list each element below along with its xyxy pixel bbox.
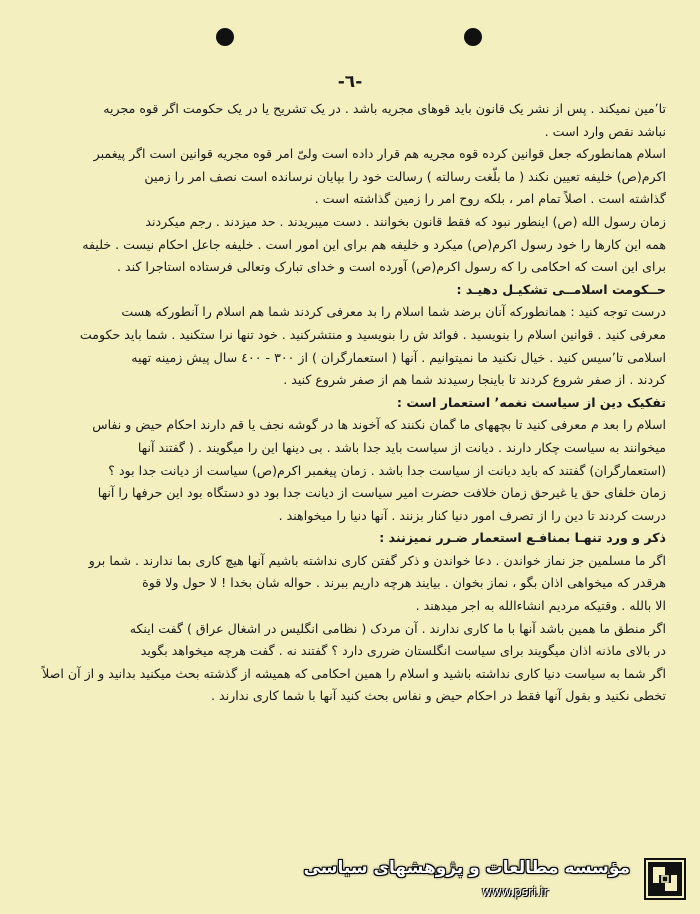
- text-line: گذاشته است . اصلاً تمام امر ، بلکه روح امر را زمین گذاشته است .: [314, 191, 666, 207]
- punch-hole-left: [216, 28, 234, 46]
- text-line: اگر شما به سیاست دنیا کاری نداشته باشید و اسلام را همین احکامی که همیشه از گذشته بحث میکنید بدانید و از آن اصلاً: [42, 665, 666, 681]
- text-line: (استعمارگران) گفتند که باید دیانت از سیاست جدا باشد . زمان پیغمبر اکرم(ص) سیاست از دیانت جدا بود ؟: [108, 462, 666, 478]
- text-line: زمان خلفای حق یا غیرحق زمان خلافت حضرت امیر سیاست از دیانت جدا بود دو دستگاه بود این حرفها را آنها: [97, 485, 666, 501]
- text-line: اسلامی تا٬سیس کنید . خیال نکنید ما نمیتوانیم . آنها ( استعمارگران ) از ۳۰۰ - ٤۰۰ سال پیش زمینه تهیه: [131, 349, 666, 365]
- text-line: میخوانند به سیاست چکار دارند . دیانت از سیاست باید جدا باشد . بی دینها این را میگویند . ( گفتند آنها: [137, 439, 666, 455]
- punch-hole-right: [464, 28, 482, 46]
- text-line: درست توجه کنید : همانطورکه آنان برضد شما اسلام را بد معرفی کردند شما هم اسلام را آنطورکه هست: [121, 304, 666, 320]
- institute-logo-icon: [644, 858, 686, 900]
- section-heading: ذکر و ورد تنهـا بمنافـع استعمار ضـرر نمیزنند :: [379, 530, 666, 546]
- text-line: اکرم(ص) خلیفه تعیین نکند ( ما بلّغت رسالته ) رسالت خود را بپایان نرسانده است نصف امر را زمین: [144, 168, 666, 184]
- text-line: اگر ما مسلمین جز نماز خواندن . دعا خواندن و ذکر گفتن کاری نداشته باشیم آنها هیچ کاری بما ندارند . شما برو: [88, 552, 666, 568]
- text-line: کردند . از صفر شروع کردند تا باینجا رسیدند شما هم از صفر شروع کنید .: [283, 372, 666, 388]
- document-body: [38, 98, 666, 708]
- section-heading: تفکیک دین از سیاست نغمه٬ استعمار است :: [396, 394, 666, 410]
- text-line: تا٬مین نمیکند . پس از نشر یک قانون باید قوهای مجریه باشد . در یک تشریح یا در یک حکومت اگر قوه مجریه: [103, 101, 666, 116]
- text-line: معرفی کنید . قوانین اسلام را بنویسید . فوائد ش را بنویسید و منتشرکنید . خود تنها نرا ستکنید . شما باید حکومت: [79, 326, 666, 342]
- text-line: هرقدر که میخواهی اذان بگو ، نماز بخوان . بیایند هرچه داریم ببرند . حواله شان بخدا ! لا حول ولا قوة: [142, 575, 666, 591]
- text-line: نباشد نقص وارد است .: [544, 123, 666, 139]
- page-number: -٦-: [337, 72, 363, 92]
- text-line: درست کردند تا دین را از تصرف امور دنیا کنار بزنند . آنها دنیا را میخواهند .: [278, 507, 666, 523]
- text-line: برای این است که احکامی را که رسول اکرم(ص) آورده است و خدای تبارک وتعالی فرستاده استاجرا کند .: [117, 259, 666, 275]
- text-line: در بالای ماذنه اذان میگویند برای سیاست انگلستان ضرری دارد ؟ گفتند نه . گفت هرچه میخواهد بگوید: [140, 643, 666, 659]
- text-line: همه این کارها را خود رسول اکرم(ص) میکرد و خلیفه هم برای این امور است . خلیفه جاعل احکام نیست . خلیفه: [82, 236, 666, 252]
- text-line: زمان رسول الله (ص) اینطور نبود که فقط قانون بخوانند . دست میبریدند . حد میزدند . رجم میکردند: [145, 213, 666, 229]
- institute-url[interactable]: www.psri.ir: [482, 885, 549, 899]
- institute-name: مؤسسه مطالعات و پژوهشهای سیاسی: [303, 858, 630, 878]
- text-line: الا بالله . وقتیکه مردیم انشاءالله به اجر میدهند .: [415, 598, 666, 614]
- text-line: اگر منطق ما همین باشد آنها با ما کاری ندارند . آن مردک ( نظامی انگلیس در اشغال عراق ) گفت اینکه: [129, 620, 666, 636]
- text-line: اسلام را بعد م معرفی کنید تا بچههای ما گمان نکنند که آخوند ها در گوشه نجف یا قم دارند احکام حیض و نفاس: [92, 417, 666, 433]
- text-line: تخطی نکنید و بقول آنها فقط در احکام حیض و نفاس بحث کنید آنها با شما کاری ندارند .: [211, 688, 666, 704]
- text-line: اسلام همانطورکه جعل قوانین کرده قوه مجریه هم قرار داده است ولیّ امر قوه مجریه قوانین است اگر پیغمبر: [93, 146, 666, 162]
- section-heading: حــکومت اسلامــی تشکیـل دهیـد :: [456, 281, 666, 297]
